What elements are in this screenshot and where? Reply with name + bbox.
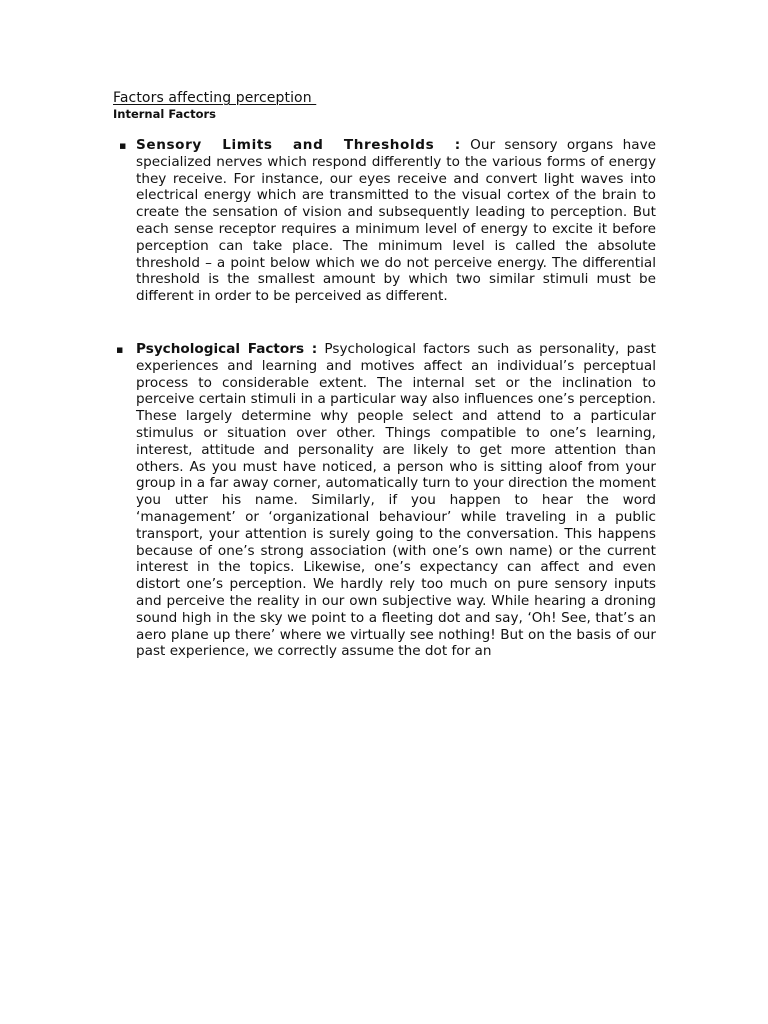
bullet-paragraph-psychological-factors (136, 341, 656, 660)
bullet-term: Psychological Factors : (136, 341, 318, 357)
bullet-term: Sensory Limits and Thresholds : (136, 137, 461, 153)
bullet-marker: ▪ (119, 139, 127, 152)
section-heading: Internal Factors (113, 107, 217, 121)
document-title: Factors affecting perception (113, 90, 317, 106)
bullet-paragraph-sensory-limits (136, 137, 656, 305)
bullet-text: Psychological factors such as personality, past experiences and learning and motives affect an individual’s perceptual process to considerable extent. The internal set or the inclination to perceive certain stimuli in a particular way also influences one’s perception. These largely determine why people select and attend to a particular stimulus or situation over other. Things compatible to one’s learning, interest, attitude and personality are likely to get more attention than others. As you must have noticed, a person who is sitting aloof from your group in a far away corner, automatically turn to your direction the moment you utter his name. Similarly, if you happen to hear the word ‘management’ or ‘organizational behaviour’ while traveling in a public transport, your attention is surely going to the conversation. This happens because of one’s strong association (with one’s own name) or the current interest in the topics. Likewise, one’s expectancy can affect and even distort one’s perception. We hardly rely too much on pure sensory inputs and perceive the reality in our own subjective way. While hearing a droning sound high in the sky we point to a fleeting dot and say, ‘Oh! See, that’s an aero plane up there’ where we virtually see nothing! But on the basis of our past experience, we correctly assume the dot for an (136, 341, 656, 660)
bullet-text: Our sensory organs have specialized nerves which respond differently to the various forms of energy they receive. For instance, our eyes receive and convert light waves into electrical energy which are transmitted to the visual cortex of the brain to create the sensation of vision and subsequently leading to perception. But each sense receptor requires a minimum level of energy to excite it before perception can take place. The minimum level is called the absolute threshold – a point below which we do not perceive energy. The differential threshold is the smallest amount by which two similar stimuli must be different in order to be perceived as different. (136, 137, 656, 305)
bullet-marker: ▪ (116, 343, 124, 356)
